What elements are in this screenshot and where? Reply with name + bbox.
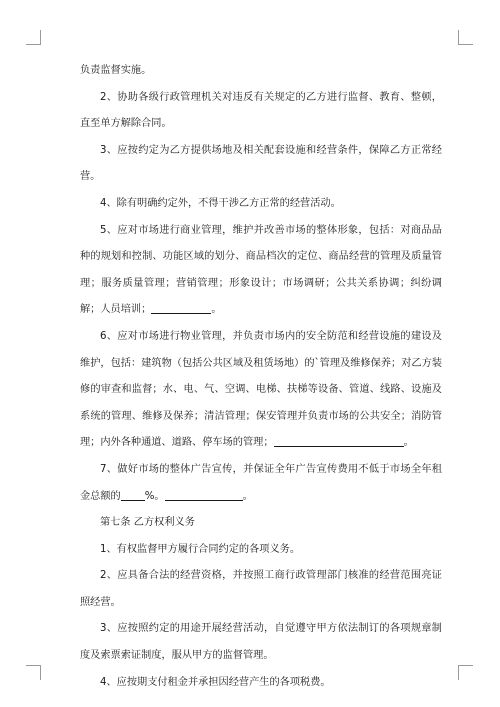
crop-mark-top-left: [26, 30, 41, 45]
paragraph-p1: [80, 85, 442, 138]
paragraph-p3: [80, 191, 442, 218]
paragraph-text: 。: [211, 304, 222, 316]
paragraph-text: 2、应具备合法的经营资格，并按照工商行政管理部门核准的经营范围亮证照经营。: [80, 570, 442, 608]
crop-mark-bottom-left: [26, 665, 41, 680]
crop-mark-bottom-right: [458, 665, 473, 680]
paragraph-p11: [80, 670, 442, 697]
fill-in-blank: [151, 301, 211, 314]
fill-in-blank: [274, 434, 404, 447]
paragraph-text: 负责监督实施。: [80, 65, 152, 76]
paragraph-p4: [80, 218, 442, 324]
crop-mark-top-right: [458, 30, 473, 45]
paragraph-p7: [80, 510, 442, 537]
paragraph-p10: [80, 616, 442, 669]
paragraph-p6: [80, 457, 442, 510]
paragraph-text: %。: [144, 490, 165, 502]
document-body: [80, 58, 442, 696]
paragraph-text: 7、做好市场的整体广告宣传，并保证全年广告宣传费用不低于市场全年租金总额的: [80, 463, 442, 502]
paragraph-text: 6、应对市场进行物业管理，并负责市场内的安全防范和经营设施的建设及维护，包括：建筑物（包括公共区域及租赁场地）的`管理及维修保养；对乙方装修的审查和监督；水、电、气、空调、电梯、扶梯等设备、管道、线路、设施及系统的管理、维修及保养；清洁管理；保安管理并负责市场的公共安全；消防管理；内外各种通道、道路、停车场的管理；: [80, 330, 442, 449]
paragraph-text: 2、协助各级行政管理机关对违反有关规定的乙方进行监督、教育、整顿，直至单方解除合同。: [80, 91, 442, 130]
paragraph-text: 1、有权监督甲方履行合同约定的各项义务。: [100, 543, 301, 555]
fill-in-blank: [121, 488, 145, 501]
paragraph-text: 5、应对市场进行商业管理，维护并改善市场的整体形象，包括：对商品品种的规划和控制、功能区域的划分、商品档次的定位、商品经营的管理及质量管理；服务质量管理；营销管理；形象设计；市场调研；公共关系协调；纠纷调解；人员培训；: [80, 224, 442, 316]
paragraph-p9: [80, 563, 442, 616]
paragraph-p5: [80, 324, 442, 457]
paragraph-text: 。: [242, 490, 253, 502]
paragraph-text: 4、应按期支付租金并承担因经营产生的各项税费。: [100, 676, 331, 688]
paragraph-p8: [80, 537, 442, 564]
paragraph-text: 第七条 乙方权利义务: [100, 517, 195, 529]
paragraph-text: 。: [403, 437, 414, 449]
paragraph-p2: [80, 138, 442, 191]
paragraph-text: 4、除有明确约定外，不得干涉乙方正常的经营活动。: [100, 197, 341, 209]
paragraph-text: 3、应按照约定的用途开展经营活动，自觉遵守甲方依法制订的各项规章制度及索票索证制度，服从甲方的监督管理。: [80, 623, 442, 662]
paragraph-p0: [80, 58, 442, 85]
fill-in-blank: [165, 488, 243, 501]
paragraph-text: 3、应按约定为乙方提供场地及相关配套设施和经营条件，保障乙方正常经营。: [80, 144, 442, 183]
